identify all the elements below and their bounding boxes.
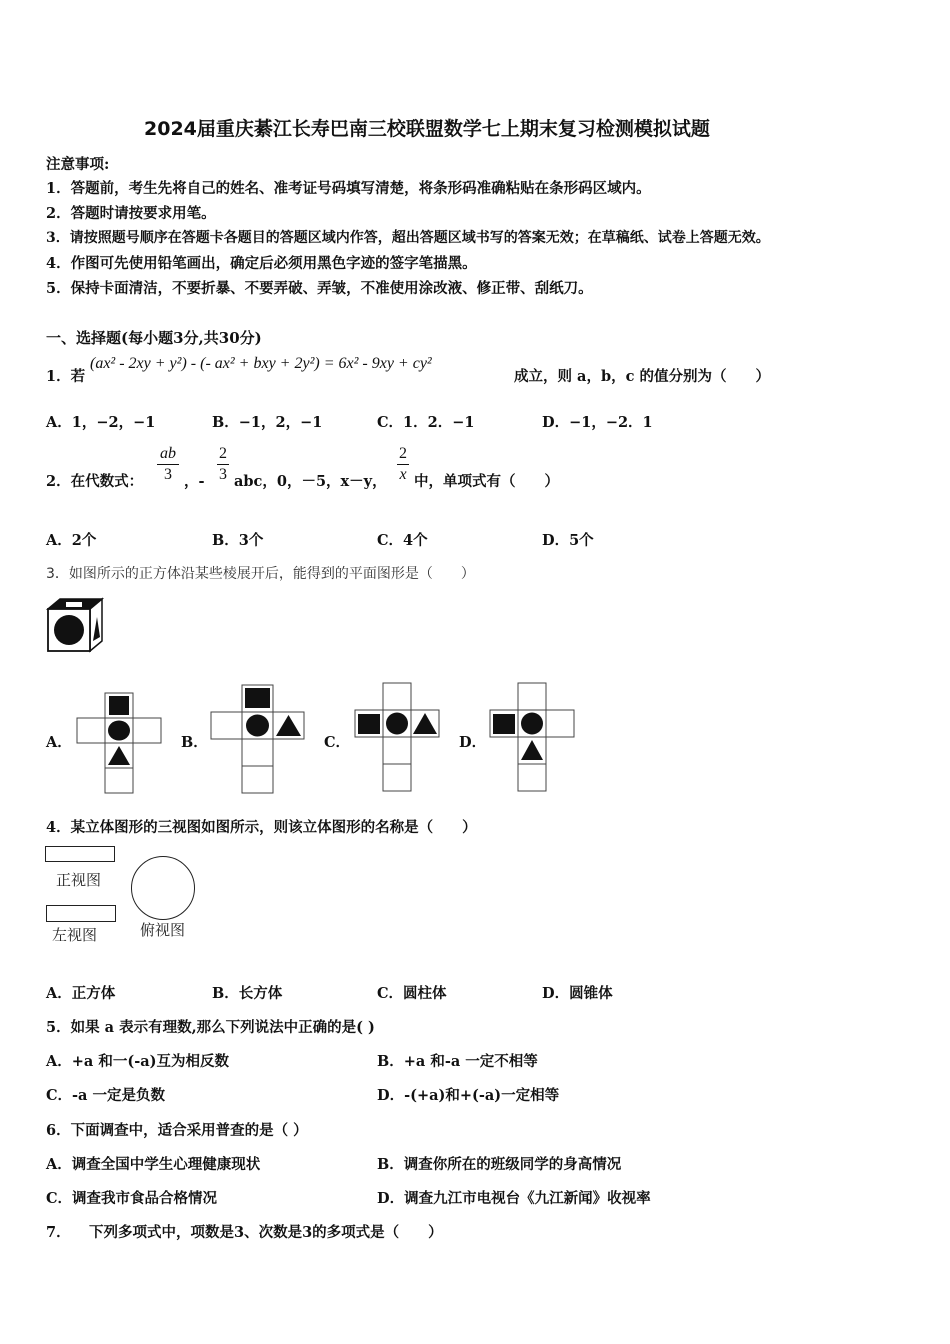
q5-option-b[interactable]: B．+a 和-a 一定不相等 — [377, 1053, 538, 1070]
q6-option-b[interactable]: B．调查你所在的班级同学的身高情况 — [377, 1156, 622, 1173]
q4-text: 4．某立体图形的三视图如图所示，则该立体图形的名称是（ ） — [46, 819, 477, 836]
q5-text: 5．如果 a 表示有理数,那么下列说法中正确的是( ) — [46, 1019, 375, 1036]
q5-option-a[interactable]: A．+a 和一(-a)互为相反数 — [46, 1053, 229, 1070]
q5-option-d[interactable]: D．-(+a)和+(-a)一定相等 — [377, 1087, 560, 1104]
cube-figure — [44, 597, 106, 655]
note-item: 5．保持卡面清洁，不要折暴、不要弄破、弄皱，不准使用涂改液、修正带、刮纸刀。 — [46, 280, 593, 297]
q3-text: 3．如图所示的正方体沿某些棱展开后，能得到的平面图形是（ ） — [46, 566, 475, 582]
net-a[interactable] — [74, 690, 166, 796]
top-view-circle — [131, 856, 195, 920]
note-item: 1．答题前，考生先将自己的姓名、准考证号码填写清楚，将条形码准确粘贴在条形码区域内。 — [46, 180, 651, 197]
q4-option-c[interactable]: C．圆柱体 — [377, 985, 447, 1002]
q3-option-c[interactable]: C． — [324, 734, 351, 751]
q4-option-d[interactable]: D．圆锥体 — [542, 985, 613, 1002]
q2-option-d[interactable]: D．5个 — [542, 532, 594, 549]
q1-prefix: 1．若 — [46, 368, 86, 385]
left-view-label: 左视图 — [52, 926, 98, 944]
q4-option-b[interactable]: B．长方体 — [212, 985, 283, 1002]
front-view-rect — [45, 846, 115, 862]
q2-fraction-2-over-x: 2 x — [399, 445, 407, 483]
q2-option-b[interactable]: B．3个 — [212, 532, 264, 549]
q1-option-a[interactable]: A．1，−2，−1 — [46, 414, 156, 431]
page-title: 2024届重庆綦江长寿巴南三校联盟数学七上期末复习检测模拟试题 — [144, 118, 710, 140]
front-view-label: 正视图 — [56, 871, 102, 889]
left-view-rect — [46, 905, 116, 922]
q7-number: 7． — [46, 1224, 71, 1241]
q6-option-d[interactable]: D．调查九江市电视台《九江新闻》收视率 — [377, 1190, 651, 1207]
q3-option-a[interactable]: A． — [46, 734, 72, 751]
net-c[interactable] — [352, 680, 444, 796]
net-d[interactable] — [487, 680, 579, 796]
q1-expression: (ax² - 2xy + y²) - (- ax² + bxy + 2y²) = 6x² - 9xy + cy² — [90, 355, 432, 372]
q2-option-c[interactable]: C．4个 — [377, 532, 428, 549]
note-item: 2．答题时请按要求用笔。 — [46, 205, 216, 222]
q1-suffix: 成立，则 a，b，c 的值分别为（ ） — [514, 368, 770, 385]
q2-prefix: 2．在代数式： — [46, 473, 144, 490]
notes-heading: 注意事项: — [46, 156, 110, 173]
q6-option-c[interactable]: C．调查我市食品合格情况 — [46, 1190, 218, 1207]
note-item: 4．作图可先使用铅笔画出，确定后必须用黑色字迹的签字笔描黑。 — [46, 255, 477, 272]
section-heading: 一、选择题(每小题3分,共30分) — [46, 329, 262, 347]
q3-option-b[interactable]: B． — [181, 734, 208, 751]
q1-option-c[interactable]: C．1．2．−1 — [377, 414, 475, 431]
net-b[interactable] — [208, 682, 308, 796]
q2-middle: abc，0，－5，x－y， — [234, 473, 387, 490]
q1-option-b[interactable]: B．−1，2，−1 — [212, 414, 323, 431]
q3-option-d[interactable]: D． — [459, 734, 487, 751]
top-view-label: 俯视图 — [140, 921, 186, 939]
q2-separator: ，- — [184, 473, 205, 490]
q2-fraction-2-over-3: 2 3 — [219, 445, 227, 483]
q4-option-a[interactable]: A．正方体 — [46, 985, 116, 1002]
q6-option-a[interactable]: A．调查全国中学生心理健康现状 — [46, 1156, 261, 1173]
q2-option-a[interactable]: A．2个 — [46, 532, 97, 549]
q5-option-c[interactable]: C．-a 一定是负数 — [46, 1087, 166, 1104]
q7-text: 下列多项式中，项数是3、次数是3的多项式是（ ） — [89, 1224, 443, 1241]
q2-suffix: 中，单项式有（ ） — [414, 473, 559, 490]
q6-text: 6．下面调查中，适合采用普查的是（ ） — [46, 1122, 308, 1139]
q1-option-d[interactable]: D．−1，−2．1 — [542, 414, 653, 431]
q2-fraction-ab-over-3: ab 3 — [157, 445, 179, 484]
note-item: 3．请按照题号顺序在答题卡各题目的答题区域内作答，超出答题区域书写的答案无效；在草稿纸、试卷上答题无效。 — [46, 230, 770, 246]
